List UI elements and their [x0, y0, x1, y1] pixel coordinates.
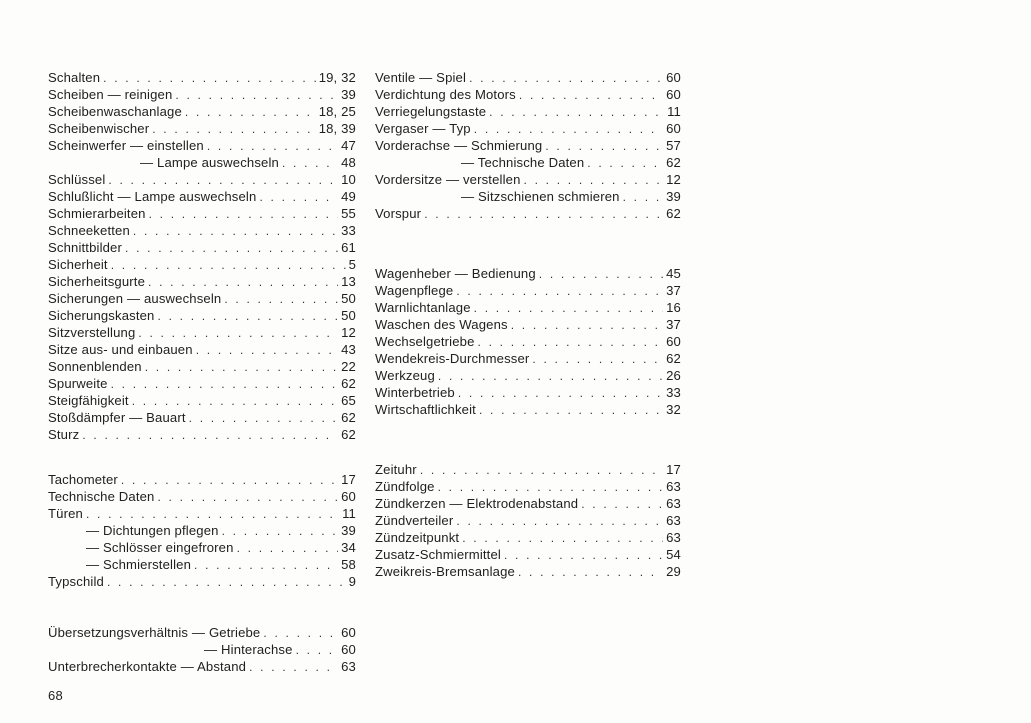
- index-entry: Sicherheit . . . 5: [48, 256, 356, 273]
- index-entry: Steigfähigkeit . . . 65: [48, 392, 356, 409]
- index-subentry: — Lampe auswechseln . . . 48: [48, 154, 356, 171]
- index-entry: Vergaser — Typ . . . 60: [375, 120, 681, 137]
- index-entry: Scheibenwaschanlage . . . 18, 25: [48, 103, 356, 120]
- index-entry: Sicherheitsgurte . . . 13: [48, 273, 356, 290]
- index-entry: Sicherungen — auswechseln . . . 50: [48, 290, 356, 307]
- index-subentry: — Dichtungen pflegen . . . 39: [48, 522, 356, 539]
- index-entry: Werkzeug . . . 26: [375, 367, 681, 384]
- index-subentry: — Schmierstellen . . . 58: [48, 556, 356, 573]
- index-group-v: [375, 69, 681, 222]
- index-entry: Vordersitze — verstellen . . . 12: [375, 171, 681, 188]
- index-entry: Übersetzungsverhältnis — Getriebe . . . 60: [48, 624, 356, 641]
- index-entry: Waschen des Wagens . . . 37: [375, 316, 681, 333]
- index-entry: Schneeketten . . . 33: [48, 222, 356, 239]
- index-subentry: — Technische Daten . . . 62: [375, 154, 681, 171]
- index-entry: Scheiben — reinigen . . . 39: [48, 86, 356, 103]
- index-entry: Technische Daten . . . 60: [48, 488, 356, 505]
- index-entry: Winterbetrieb . . . 33: [375, 384, 681, 401]
- index-entry: Verriegelungstaste . . . 11: [375, 103, 681, 120]
- index-group-t: [48, 471, 356, 590]
- index-group-s: [48, 69, 356, 443]
- index-entry: Zündfolge . . . 63: [375, 478, 681, 495]
- index-entry: Schlüssel . . . 10: [48, 171, 356, 188]
- index-entry: Sitzverstellung . . . 12: [48, 324, 356, 341]
- index-entry: Wendekreis-Durchmesser . . . 62: [375, 350, 681, 367]
- index-entry: Scheinwerfer — einstellen . . . 47: [48, 137, 356, 154]
- index-entry: Vorderachse — Schmierung . . . 57: [375, 137, 681, 154]
- index-entry: Sitze aus- und einbauen . . . 43: [48, 341, 356, 358]
- index-entry: Sturz . . . 62: [48, 426, 356, 443]
- index-entry: Zusatz-Schmiermittel . . . 54: [375, 546, 681, 563]
- index-entry: Zündzeitpunkt . . . 63: [375, 529, 681, 546]
- index-entry: Schalten . . . 19, 32: [48, 69, 356, 86]
- index-entry: Zündverteiler . . . 63: [375, 512, 681, 529]
- index-entry: Zweikreis-Bremsanlage . . . 29: [375, 563, 681, 580]
- index-entry: Scheibenwischer . . . 18, 39: [48, 120, 356, 137]
- index-entry: Spurweite . . . 62: [48, 375, 356, 392]
- index-entry: Unterbrecherkontakte — Abstand . . . 63: [48, 658, 356, 675]
- index-group-w: [375, 265, 681, 418]
- index-entry: Sonnenblenden . . . 22: [48, 358, 356, 375]
- index-entry: Warnlichtanlage . . . 16: [375, 299, 681, 316]
- index-entry: Wagenpflege . . . 37: [375, 282, 681, 299]
- index-subentry: — Schlösser eingefroren . . . 34: [48, 539, 356, 556]
- index-entry: Wechselgetriebe . . . 60: [375, 333, 681, 350]
- index-entry: Schmierarbeiten . . . 55: [48, 205, 356, 222]
- index-entry: Typschild . . . 9: [48, 573, 356, 590]
- index-entry: Verdichtung des Motors . . . 60: [375, 86, 681, 103]
- index-group-z: [375, 461, 681, 580]
- page-number: 68: [48, 688, 64, 703]
- index-entry: Wagenheber — Bedienung . . . 45: [375, 265, 681, 282]
- index-entry: Sicherungskasten . . . 50: [48, 307, 356, 324]
- index-entry: Türen . . . 11: [48, 505, 356, 522]
- index-entry: Schlußlicht — Lampe auswechseln . . . 49: [48, 188, 356, 205]
- index-entry: Zeituhr . . . 17: [375, 461, 681, 478]
- index-entry: Schnittbilder . . . 61: [48, 239, 356, 256]
- index-subentry: — Sitzschienen schmieren . . . 39: [375, 188, 681, 205]
- index-entry: Wirtschaftlichkeit . . . 32: [375, 401, 681, 418]
- index-entry: Zündkerzen — Elektrodenabstand . . . 63: [375, 495, 681, 512]
- index-group-u: [48, 624, 356, 675]
- index-subentry: — Hinterachse . . . 60: [48, 641, 356, 658]
- index-entry: Ventile — Spiel . . . 60: [375, 69, 681, 86]
- index-entry: Stoßdämpfer — Bauart . . . 62: [48, 409, 356, 426]
- index-entry: Tachometer . . . 17: [48, 471, 356, 488]
- index-entry: Vorspur . . . 62: [375, 205, 681, 222]
